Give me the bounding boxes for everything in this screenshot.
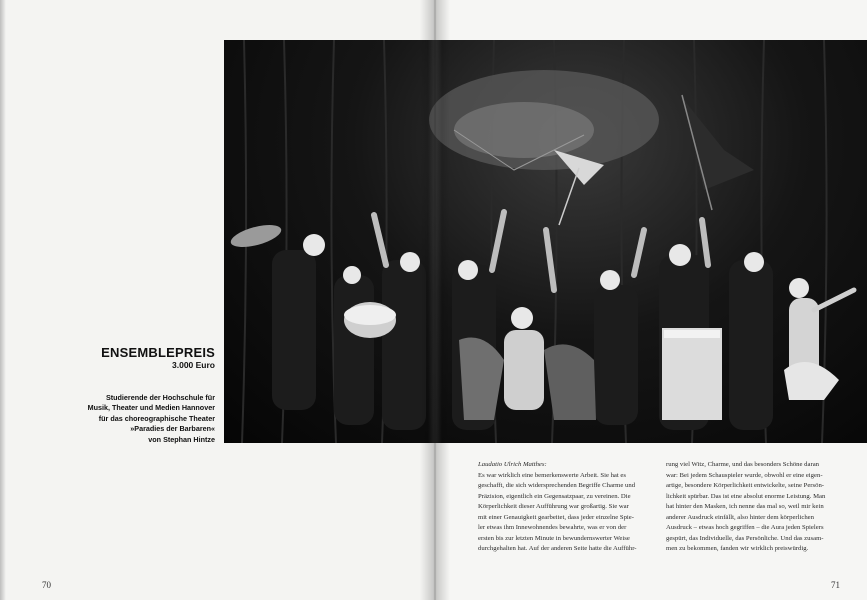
laudatio-line: geschafft, die sich widersprechenden Begriffe Charme und xyxy=(478,482,636,489)
stage-photo xyxy=(224,40,867,443)
laudatio-line: Körperlichkeit dieser Aufführung war großartig. Sie war xyxy=(478,503,629,510)
laudatio-label: Laudatio Ulrich Matthes: xyxy=(478,461,547,468)
credits-line: für das choreographische Theater xyxy=(98,413,215,423)
photo-gutter xyxy=(428,40,442,443)
laudatio-line: Ausdruck – etwas hoch gegriffen – die Aura jeden Spielers xyxy=(666,524,824,531)
performers-illustration xyxy=(224,40,867,443)
award-heading: ENSEMBLEPREIS xyxy=(101,345,215,360)
laudatio-line: durchgehalten hat. Auf der anderen Seite hatte die Aufführ- xyxy=(478,545,637,552)
page-number-right: 71 xyxy=(831,580,840,590)
laudatio-line: lichkeit spürbar. Das ist eine absolut enorme Leistung. Man xyxy=(666,492,826,500)
credits-line: von Stephan Hintze xyxy=(148,434,215,444)
credits-line: Musik, Theater und Medien Hannover xyxy=(87,403,215,413)
laudatio-line: Präzision, eigentlich ein Gegensatzpaar, zu vereinen. Die xyxy=(478,492,631,500)
laudatio-line: artige, besondere Körperlichkeit entwickelte, seine Persön- xyxy=(666,482,825,489)
credits-line: Studierende der Hochschule für xyxy=(105,393,215,402)
laudatio-column-2 xyxy=(666,460,844,555)
laudatio-line: mit einer Genauigkeit gearbeitet, dass jeder einzelne Spie- xyxy=(478,513,634,521)
laudatio-line: hat hinter den Masken, ich nenne das mal so, weil mir kein xyxy=(666,503,824,510)
page-edge xyxy=(0,0,6,600)
credits-line: »Paradies der Barbaren« xyxy=(130,424,215,434)
award-credits xyxy=(15,393,215,445)
laudatio-column-1 xyxy=(478,460,656,555)
laudatio-line: gespürt, das Individuelle, das Persönliche. Und das zusam- xyxy=(666,534,824,542)
laudatio-line: men zu bekommen, fanden wir wirklich preiswürdig. xyxy=(666,545,809,552)
laudatio-line: rung viel Witz, Charme, und das besonders Schöne daran xyxy=(666,461,820,468)
laudatio-line: ler etwas ihm Innewohnendes bewahrte, was er von der xyxy=(478,524,627,531)
laudatio-line: ersten bis zur letzten Minute in bewundernswerter Weise xyxy=(478,534,630,542)
laudatio-line: war: Bei jedem Schauspieler wurde, obwohl er eine eigen- xyxy=(666,471,823,479)
page-number-left: 70 xyxy=(42,580,51,590)
laudatio-line: anderer Ausdruck einfällt, also hinter dem körperlichen xyxy=(666,513,814,521)
laudatio-line: Es war wirklich eine bemerkenswerte Arbeit. Sie hat es xyxy=(478,471,627,479)
award-amount: 3.000 Euro xyxy=(172,360,215,370)
